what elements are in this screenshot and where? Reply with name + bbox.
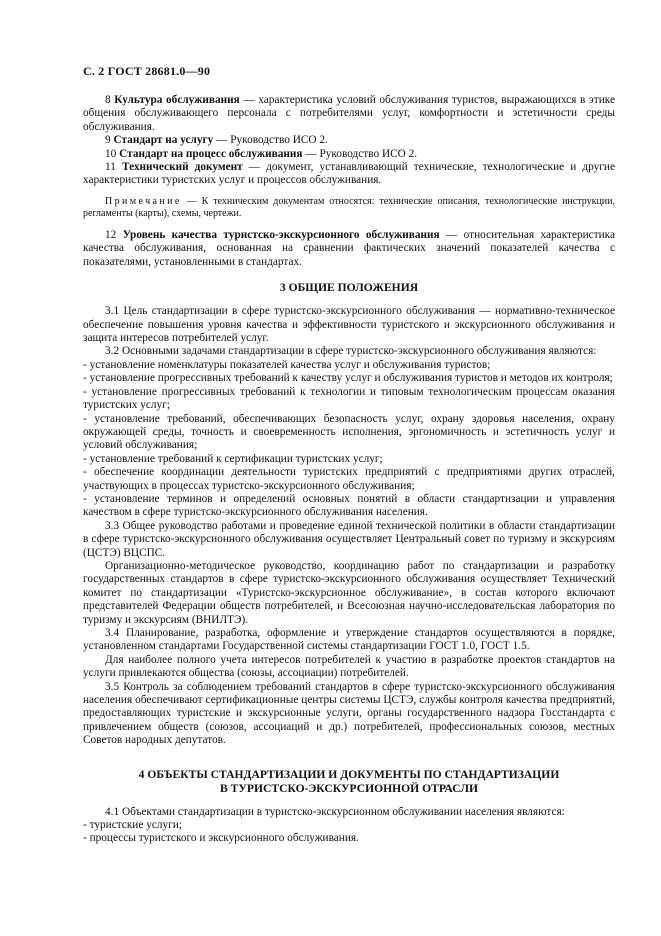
section-3-title: 3 ОБЩИЕ ПОЛОЖЕНИЯ — [279, 281, 419, 295]
note-text: — К техническим документам относятся: технические описания, технологические инструкции, регламенты (карты), схемы, чертежи. — [83, 195, 615, 220]
def-text: — Руководство ИСО 2. — [302, 147, 418, 160]
section-4-title-line2: В ТУРИСТСКО-ЭКСКУРСИОННОЙ ОТРАСЛИ — [220, 781, 478, 795]
task-item: - обеспечение координации деятельности туристских предприятий с предприятиями других отраслей, участвующих в процессах туристско-экскурсионного обслуживания; — [83, 466, 615, 492]
object-item: - туристские услуги; — [83, 819, 182, 832]
def-text: — относительная характеристика качества обслуживания, основанная на сравнении фактических значений показателей качества с показателями, установленными в стандартах. — [83, 229, 616, 268]
definition-9 — [83, 134, 615, 147]
clause-3-5: 3.5 Контроль за соблюдением требований стандартов в сфере туристско-экскурсионного обслуживания населения обеспечивают сертификационные центры системы ЦСТЭ, службы контроля качества предприятий, предоставляющих туристские и экскурсионные услуги, органы государственного надзора Госстандарта с привлечением обществ (союзов, ассоциаций и др.) потребителей, профессиональных союзов, местных Советов народных депутатов. — [83, 680, 615, 747]
def-term: Культура обслуживания — [114, 94, 240, 106]
task-item: - установление прогрессивных требований к технологии и типовым технологическим процессам оказания туристских услуг; — [83, 385, 615, 412]
section-4-title-line1: 4 ОБЪЕКТЫ СТАНДАРТИЗАЦИИ И ДОКУМЕНТЫ ПО СТАНДАРТИЗАЦИИ — [138, 767, 560, 781]
def-text: — документ, устанавливающий технические, технологические и другие характеристики туристских услуг и процессов обслуживания. — [83, 161, 615, 187]
definition-11 — [83, 161, 615, 188]
clause-4-1: 4.1 Объектами стандартизации в туристско-экскурсионном обслуживании населения являются: — [105, 805, 565, 818]
def-number: 9 — [105, 134, 111, 147]
clause-3-4-continued: Для наиболее полного учета интересов потребителей к участию в разработке проектов стандартов на услуги привлекаются общества (союзы, ассоциации) потребителей. — [83, 653, 615, 680]
note — [83, 196, 615, 221]
definition-8 — [83, 94, 615, 134]
def-number: 11 — [105, 161, 116, 174]
def-text: — Руководство ИСО 2. — [213, 134, 328, 147]
def-number: 12 — [105, 229, 117, 242]
clause-3-3-continued: Организационно-методическое руководство, координацию работ по стандартизации и разработку государственных стандартов в сфере туристско-экскурсионного обслуживания осуществляет Технический комитет по стандартизации «Туристско-экскурсионное обслуживание», в состав которого включают представителей Федерации обществ потребителей, и Всесоюзная научно-исследовательская лаборатория по туризму и экскурсиям (ВНИЛТЭ). — [83, 559, 615, 626]
definition-12 — [83, 229, 615, 269]
def-number: 10 — [105, 147, 117, 160]
def-term: Уровень качества туристско-экскурсионного обслуживания — [122, 229, 440, 242]
task-item: - установление терминов и определений основных понятий в области стандартизации и управления качеством в сфере туристско-экскурсионного обслуживания населения. — [83, 492, 615, 519]
section-4-title — [83, 768, 615, 796]
def-term: Технический документ — [121, 161, 243, 174]
clause-3-3: 3.3 Общее руководство работами и проведение единой технической политики в области стандартизации в сфере туристско-экскурсионного обслуживания осуществляет Центральный совет по туризму и экскурсиям (ЦСТЭ) ВЦСПС. — [83, 519, 615, 559]
definition-10 — [83, 148, 615, 161]
def-term: Стандарт на услугу — [113, 134, 214, 147]
page-content — [83, 94, 615, 846]
clause-3-1: 3.1 Цель стандартизации в сфере туристско-экскурсионного обслуживания — нормативно-техническое обеспечение повышения уровня качества и эффективности туристского и экскурсионного обслуживания и защита интересов потребителей услуг. — [83, 305, 615, 345]
def-term: Стандарт на процесс обслуживания — [119, 147, 303, 160]
task-item: - установление номенклатуры показателей качества услуг и обслуживания туристов; — [83, 358, 491, 371]
clause-3-4: 3.4 Планирование, разработка, оформление и утверждение стандартов осуществляются в порядке, установленном стандартами Государственной системы стандартизации ГОСТ 1.0, ГОСТ 1.5. — [83, 627, 615, 653]
note-label: Примечание — [105, 195, 182, 207]
page-header: С. 2 ГОСТ 28681.0—90 — [83, 64, 211, 78]
object-item: - процессы туристского и экскурсионного обслуживания. — [83, 832, 359, 845]
clause-3-2: 3.2 Основными задачами стандартизации в сфере туристско-экскурсионного обслуживания являются: — [105, 345, 597, 358]
task-item: - установление требований к сертификации туристских услуг; — [83, 452, 383, 465]
task-item: - установление требований, обеспечивающих безопасность услуг, охрану здоровья населения, охрану окружающей среды, точность и своевременность исполнения, эргономичность и эстетичность услуг и условий обслуживания; — [83, 412, 615, 452]
def-number: 8 — [105, 94, 111, 106]
task-item: - установление прогрессивных требований к качеству услуг и обслуживания туристов и методов их контроля; — [83, 372, 613, 385]
def-text: — характеристика условий обслуживания туристов, выражающихся в этике общения обслуживающего персонала с потребителями услуг, комфортности и эстетичности среды обслуживания. — [83, 94, 615, 133]
